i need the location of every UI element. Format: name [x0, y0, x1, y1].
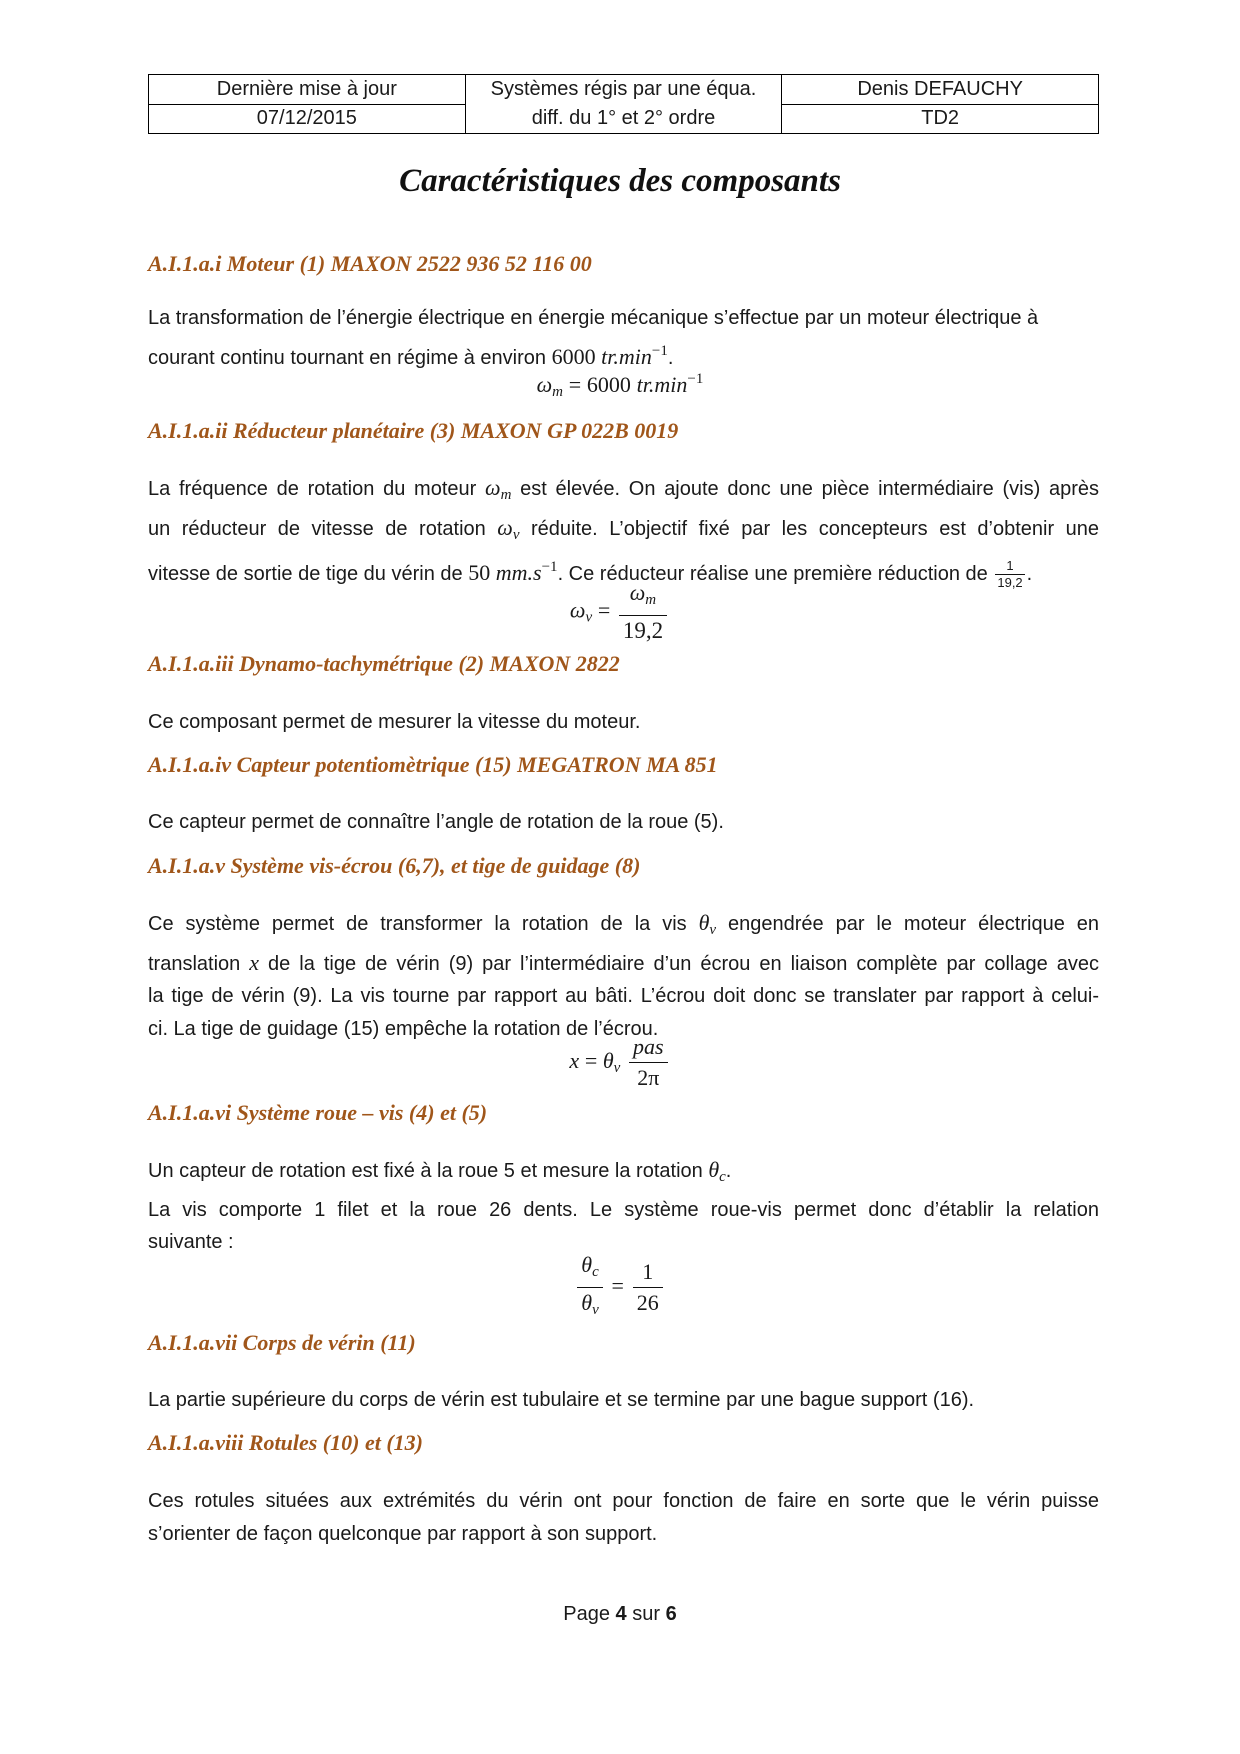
text-line: La partie supérieure du corps de vérin est tubulaire et se termine par une bague support (16).: [148, 1389, 975, 1411]
footer-of-label: sur: [626, 1603, 666, 1625]
fraction: $\frac{1}{26}$: [633, 1257, 663, 1318]
paragraph-vis-ecrou: [148, 907, 1099, 1045]
small-fraction: $\frac{1}{19,2}$: [997, 558, 1023, 591]
header-date: 07/12/2015: [149, 104, 466, 134]
header-table: [148, 74, 1099, 134]
text-line: un réducteur de vitesse de rotation $\omega_v$ réduite. L’objectif fixé par les concepteurs est d’obtenir une: [148, 514, 1099, 543]
header-subject: [465, 75, 782, 134]
section-heading-reducteur: A.I.1.a.ii Réducteur planétaire (3) MAXON GP 022B 0019: [148, 418, 679, 443]
text-line: Ces rotules situées aux extrémités du vérin ont pour fonction de faire en sorte que le vérin puisse: [148, 1490, 1099, 1512]
page-footer: [0, 1603, 1240, 1626]
paragraph-capteur: [148, 806, 1099, 839]
text-line: vitesse de sortie de tige du vérin de 50 $mm.s^{-1}$. Ce réducteur réalise une première réduction de $\frac{1}{19,2}$ .: [148, 558, 1033, 591]
section-heading-dynamo: A.I.1.a.iii Dynamo-tachymétrique (2) MAXON 2822: [148, 651, 620, 676]
footer-page-label: Page: [563, 1603, 616, 1625]
equation-omega-m: $\omega_m = 6000$ $tr.\min^{-1}$: [536, 371, 704, 400]
paragraph-roue-vis: [148, 1154, 1099, 1259]
text-line: courant continu tournant en régime à environ 6000 $tr.\min^{-1}$.: [148, 342, 674, 369]
header-subject-line2: diff. du 1° et 2° ordre: [531, 107, 716, 129]
paragraph-dynamo: [148, 706, 1099, 739]
equation-omega-v: $\omega_v$ = $\frac{\omega_m}{19,2}$: [0, 578, 1240, 646]
page-title: Caractéristiques des composants: [399, 163, 841, 199]
header-doc-id: TD2: [782, 104, 1099, 134]
section-heading-moteur: A.I.1.a.i Moteur (1) MAXON 2522 936 52 116 00: [148, 251, 592, 276]
header-author: Denis DEFAUCHY: [782, 75, 1099, 105]
section-heading-corps-verin: A.I.1.a.vii Corps de vérin (11): [148, 1330, 416, 1355]
text-line: La fréquence de rotation du moteur $\omega_m$ est élevée. On ajoute donc une pièce intermédiaire (vis) après: [148, 475, 1099, 503]
header-subject-line1: Systèmes régis par une équa.: [490, 78, 757, 100]
text-line: ci. La tige de guidage (15) empêche la rotation de l’écrou.: [148, 1017, 659, 1040]
text-line: s’orienter de façon quelconque par rapport à son support.: [148, 1522, 658, 1545]
fraction: $\frac{\theta_c}{\theta_v}$: [577, 1250, 602, 1325]
text-line: translation x de la tige de vérin (9) par l’intermédiaire d’un écrou en liaison complète par collage avec: [148, 949, 1099, 975]
fraction: $\frac{\text{pas}}{2\pi}$: [629, 1032, 668, 1093]
text-line: suivante :: [148, 1231, 234, 1253]
text-line: La vis comporte 1 filet et la roue 26 dents. Le système roue-vis permet donc d’établir la relation: [148, 1198, 1099, 1221]
paragraph-corps-verin: [148, 1384, 1099, 1417]
paragraph-moteur: [148, 302, 1099, 374]
paragraph-reducteur: [148, 472, 1099, 591]
footer-page-total: 6: [665, 1603, 677, 1625]
equation-translation: $x = \theta_v$ $\frac{\text{pas}}{2\pi}$: [0, 1032, 1240, 1093]
fraction: $\frac{\omega_m}{19,2}$: [619, 578, 667, 646]
paragraph-rotules: [148, 1485, 1099, 1550]
section-heading-capteur: A.I.1.a.iv Capteur potentiomètrique (15) MEGATRON MA 851: [148, 752, 718, 777]
section-heading-rotules: A.I.1.a.viii Rotules (10) et (13): [148, 1430, 423, 1455]
text-line: Ce composant permet de mesurer la vitesse du moteur.: [148, 711, 641, 733]
text-line: Un capteur de rotation est fixé à la roue 5 et mesure la rotation $\theta_c$.: [148, 1157, 732, 1185]
footer-page-current: 4: [615, 1603, 627, 1625]
section-heading-vis-ecrou: A.I.1.a.v Système vis-écrou (6,7), et tige de guidage (8): [148, 853, 641, 878]
header-last-update-label: Dernière mise à jour: [149, 75, 466, 105]
text-line: Ce capteur permet de connaître l’angle de rotation de la roue (5).: [148, 811, 724, 833]
equation-roue-vis: $\frac{\theta_c}{\theta_v}$ = $\frac{1}{26}$: [0, 1250, 1240, 1325]
text-line: la tige de vérin (9). La vis tourne par rapport au bâti. L’écrou doit donc se translater par rapport à celui-: [148, 985, 1099, 1007]
text-line: La transformation de l’énergie électrique en énergie mécanique s’effectue par un moteur électrique à: [148, 307, 1039, 329]
text-line: Ce système permet de transformer la rotation de la vis $\theta_v$ engendrée par le moteur électrique en: [148, 910, 1099, 938]
section-heading-roue-vis: A.I.1.a.vi Système roue – vis (4) et (5): [148, 1100, 488, 1125]
